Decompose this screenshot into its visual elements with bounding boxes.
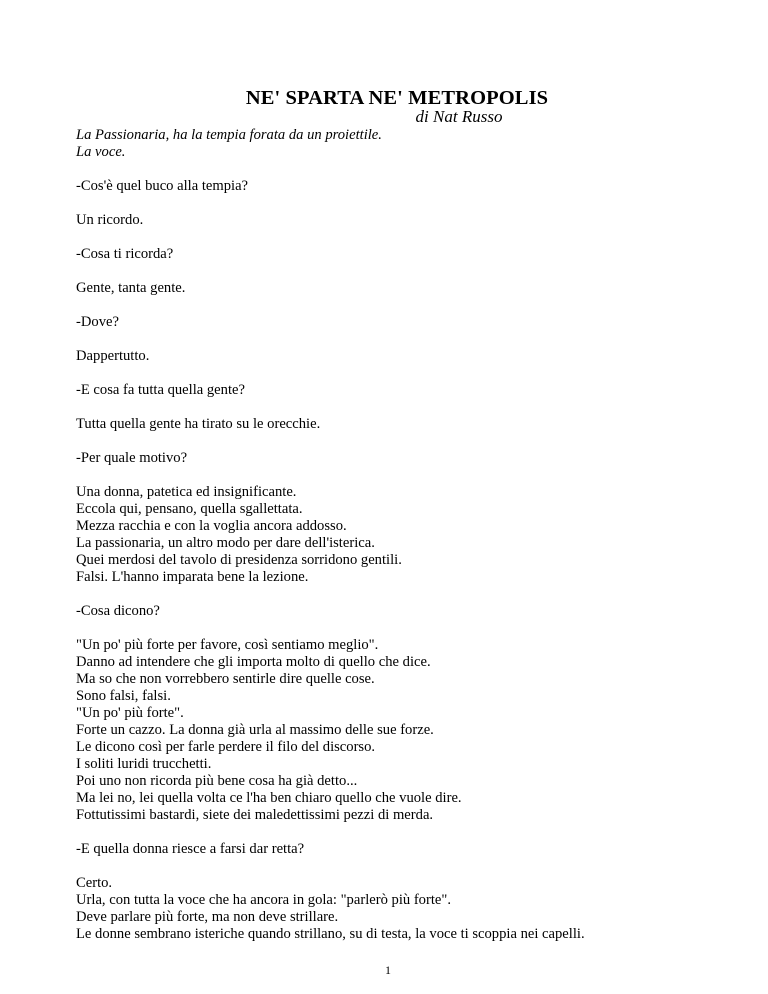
text-line: -Dove? bbox=[76, 314, 119, 330]
page-number: 1 bbox=[385, 963, 391, 977]
text-line: La passionaria, un altro modo per dare dell'isterica. bbox=[76, 535, 375, 551]
document-title: NE' SPARTA NE' METROPOLIS bbox=[245, 87, 549, 109]
document-body bbox=[76, 127, 736, 960]
text-line: -Cos'è quel buco alla tempia? bbox=[76, 178, 249, 194]
paragraph bbox=[76, 450, 736, 467]
text-line: "Un po' più forte per favore, così sentiamo meglio". bbox=[76, 637, 379, 653]
text-line: -Per quale motivo? bbox=[76, 450, 188, 466]
text-line: Ma lei no, lei quella volta ce l'ha ben chiaro quello che vuole dire. bbox=[76, 790, 462, 806]
paragraph bbox=[76, 637, 736, 824]
text-line: Danno ad intendere che gli importa molto di quello che dice. bbox=[76, 654, 431, 670]
text-line: -Cosa dicono? bbox=[76, 603, 160, 619]
paragraph bbox=[76, 841, 736, 858]
text-line: "Un po' più forte". bbox=[76, 705, 184, 721]
paragraph bbox=[76, 484, 736, 586]
text-line: La voce. bbox=[76, 144, 126, 160]
text-line: -E cosa fa tutta quella gente? bbox=[76, 382, 245, 398]
text-line: Certo. bbox=[76, 875, 113, 891]
paragraph bbox=[76, 246, 736, 263]
text-line: Poi uno non ricorda più bene cosa ha già detto... bbox=[76, 773, 358, 789]
document-author: di Nat Russo bbox=[415, 107, 503, 126]
text-line: La Passionaria, ha la tempia forata da un proiettile. bbox=[76, 127, 382, 143]
text-line: Falsi. L'hanno imparata bene la lezione. bbox=[76, 569, 309, 585]
text-line: Tutta quella gente ha tirato su le orecchie. bbox=[76, 416, 321, 432]
text-line: Fottutissimi bastardi, siete dei maledettissimi pezzi di merda. bbox=[76, 807, 434, 823]
text-line: Le dicono così per farle perdere il filo del discorso. bbox=[76, 739, 376, 755]
text-line: Un ricordo. bbox=[76, 212, 144, 228]
text-line: -Cosa ti ricorda? bbox=[76, 246, 174, 262]
paragraph bbox=[76, 178, 736, 195]
text-line: I soliti luridi trucchetti. bbox=[76, 756, 212, 772]
text-line: -E quella donna riesce a farsi dar retta? bbox=[76, 841, 305, 857]
text-line: Urla, con tutta la voce che ha ancora in gola: "parlerò più forte". bbox=[76, 892, 451, 908]
intro-paragraph bbox=[76, 127, 736, 161]
paragraph bbox=[76, 348, 736, 365]
text-line: Una donna, patetica ed insignificante. bbox=[76, 484, 297, 500]
text-line: Forte un cazzo. La donna già urla al massimo delle sue forze. bbox=[76, 722, 434, 738]
text-line: Dappertutto. bbox=[76, 348, 150, 364]
text-line: Quei merdosi del tavolo di presidenza sorridono gentili. bbox=[76, 552, 402, 568]
text-line: Ma so che non vorrebbero sentirle dire quelle cose. bbox=[76, 671, 375, 687]
paragraph bbox=[76, 875, 736, 943]
paragraph bbox=[76, 280, 736, 297]
text-line: Gente, tanta gente. bbox=[76, 280, 186, 296]
text-line: Le donne sembrano isteriche quando strillano, su di testa, la voce ti scoppia nei capelli. bbox=[76, 926, 585, 942]
paragraph bbox=[76, 382, 736, 399]
text-line: Deve parlare più forte, ma non deve strillare. bbox=[76, 909, 339, 925]
paragraph bbox=[76, 212, 736, 229]
paragraph bbox=[76, 314, 736, 331]
paragraph bbox=[76, 603, 736, 620]
text-line: Sono falsi, falsi. bbox=[76, 688, 171, 704]
paragraph bbox=[76, 416, 736, 433]
text-line: Eccola qui, pensano, quella sgallettata. bbox=[76, 501, 303, 517]
text-line: Mezza racchia e con la voglia ancora addosso. bbox=[76, 518, 347, 534]
